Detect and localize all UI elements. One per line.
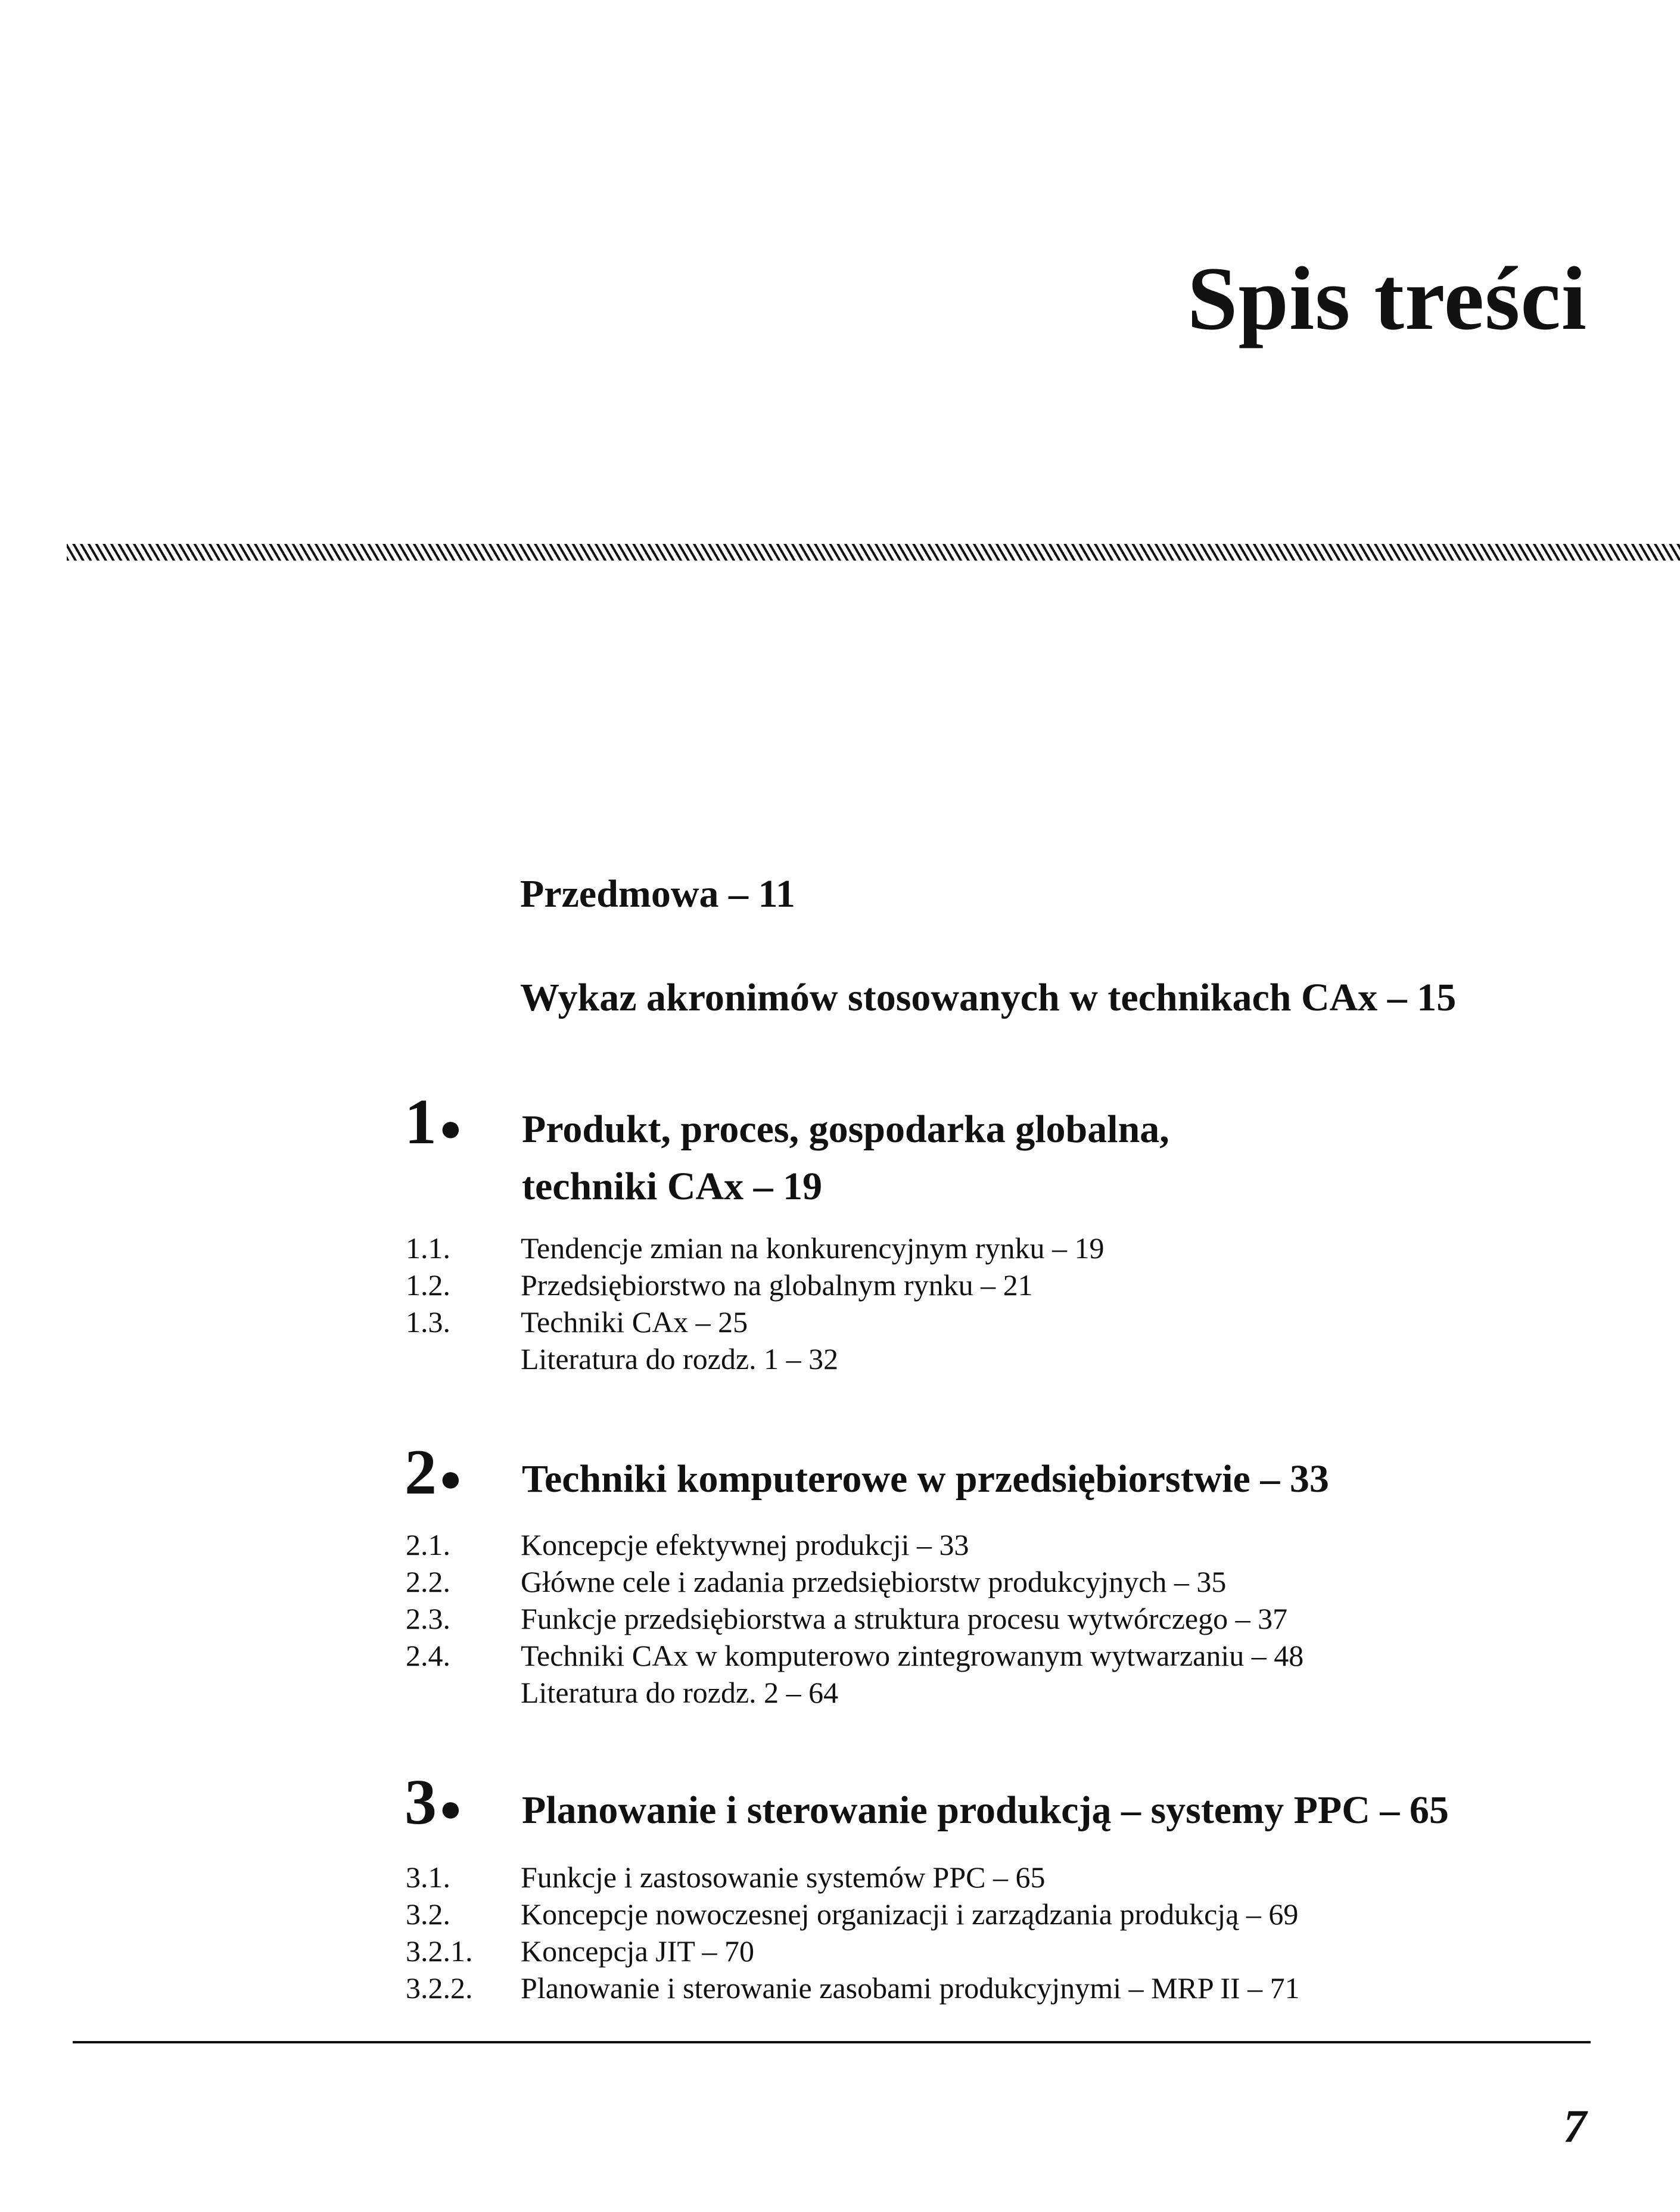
section-text: Koncepcje efektywnej produkcji – 33 xyxy=(521,1528,969,1561)
section-text: Techniki CAx w komputerowo zintegrowanym wytwarzaniu – 48 xyxy=(521,1639,1304,1672)
chapter-title-line[interactable]: Planowanie i sterowanie produkcją – systemy PPC – 65 xyxy=(522,1788,1449,1832)
section-number: 3.2. xyxy=(406,1897,450,1931)
chapter-title-line[interactable]: techniki CAx – 19 xyxy=(522,1165,823,1208)
toc-entry-preface[interactable]: Przedmowa – 11 xyxy=(520,872,795,916)
toc-section-row[interactable] xyxy=(406,1530,969,1560)
toc-section-row[interactable] xyxy=(406,1233,1105,1263)
section-text: Przedsiębiorstwo na globalnym rynku – 21 xyxy=(521,1268,1033,1302)
section-text: Planowanie i sterowanie zasobami produkcyjnymi – MRP II – 71 xyxy=(521,1971,1300,2005)
toc-section-row[interactable] xyxy=(406,1899,1298,1929)
section-number: 2.4. xyxy=(406,1639,450,1672)
section-number: 3.2.1. xyxy=(406,1934,473,1968)
chapter-number: 1● xyxy=(405,1087,462,1158)
section-text: Funkcje przedsiębiorstwa a struktura procesu wytwórczego – 37 xyxy=(521,1602,1288,1635)
chapter-number: 2● xyxy=(405,1437,462,1508)
chapter-number: 3● xyxy=(405,1767,462,1838)
toc-section-row[interactable] xyxy=(406,1862,1046,1892)
toc-section-row[interactable] xyxy=(406,1307,748,1337)
section-text: Tendencje zmian na konkurencyjnym rynku – 19 xyxy=(521,1231,1105,1265)
toc-section-row[interactable] xyxy=(406,1567,1226,1597)
toc-section-row[interactable] xyxy=(406,1936,754,1966)
chapter-title-line[interactable]: Produkt, proces, gospodarka globalna, xyxy=(522,1107,1169,1151)
section-number: 2.2. xyxy=(406,1565,450,1598)
toc-section-row[interactable] xyxy=(406,1641,1303,1670)
section-number: 1.2. xyxy=(406,1268,450,1302)
section-number: 2.3. xyxy=(406,1602,450,1635)
toc-section-row[interactable] xyxy=(406,1270,1033,1300)
section-text: Literatura do rozdz. 2 – 64 xyxy=(521,1676,839,1709)
section-number: 3.2.2. xyxy=(406,1971,473,2005)
section-text: Literatura do rozdz. 1 – 32 xyxy=(521,1342,839,1376)
section-text: Funkcje i zastosowanie systemów PPC – 65 xyxy=(521,1861,1046,1894)
chapter-title-line[interactable]: Techniki komputerowe w przedsiębiorstwie – 33 xyxy=(522,1457,1329,1501)
page-title: Spis treści xyxy=(1187,248,1587,349)
section-number: 2.1. xyxy=(406,1528,450,1561)
section-text: Techniki CAx – 25 xyxy=(521,1305,748,1339)
section-text: Koncepcja JIT – 70 xyxy=(521,1934,755,1968)
toc-section-row[interactable] xyxy=(406,1344,838,1374)
section-text: Koncepcje nowoczesnej organizacji i zarządzania produkcją – 69 xyxy=(521,1897,1299,1931)
section-number: 1.1. xyxy=(406,1231,450,1265)
toc-section-row[interactable] xyxy=(406,1678,838,1707)
decorative-hatch-band xyxy=(67,544,1680,561)
section-number: 1.3. xyxy=(406,1305,450,1339)
section-text: Główne cele i zadania przedsiębiorstw produkcyjnych – 35 xyxy=(521,1565,1227,1598)
page-number: 7 xyxy=(1563,2100,1586,2152)
footer-divider xyxy=(73,2041,1591,2043)
toc-entry-acronyms[interactable]: Wykaz akronimów stosowanych w technikach CAx – 15 xyxy=(520,976,1457,1019)
section-number: 3.1. xyxy=(406,1861,450,1894)
toc-section-row[interactable] xyxy=(406,1604,1287,1634)
toc-section-row[interactable] xyxy=(406,1973,1300,2003)
